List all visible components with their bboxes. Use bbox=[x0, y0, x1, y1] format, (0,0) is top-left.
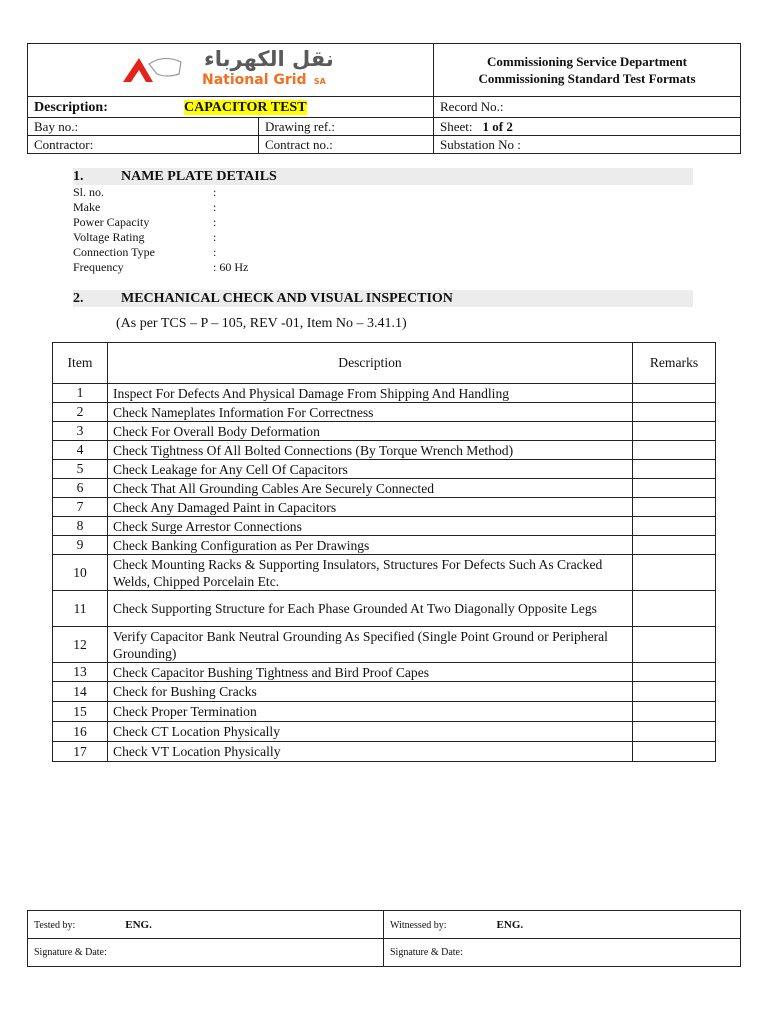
drawing-cell bbox=[259, 118, 434, 136]
section2-reference: (As per TCS – P – 105, REV -01, Item No – 3.41.1) bbox=[116, 316, 407, 331]
signature-table bbox=[27, 910, 741, 967]
item-description: Check Banking Configuration as Per Drawings bbox=[108, 536, 633, 555]
nameplate-row bbox=[73, 185, 248, 200]
table-body bbox=[53, 384, 716, 762]
substation-label: Substation No : bbox=[440, 136, 521, 152]
remarks-cell[interactable] bbox=[633, 555, 716, 591]
item-number: 15 bbox=[53, 702, 108, 722]
item-number: 16 bbox=[53, 722, 108, 742]
record-label: Record No.: bbox=[440, 99, 504, 114]
witnessed-by-value: ENG. bbox=[496, 918, 524, 931]
nameplate-row bbox=[73, 245, 248, 260]
item-number: 5 bbox=[53, 460, 108, 479]
logo-arabic-text: نقل الكهرباء bbox=[204, 47, 334, 71]
table-row bbox=[53, 682, 716, 702]
remarks-cell[interactable] bbox=[633, 517, 716, 536]
remarks-cell[interactable] bbox=[633, 702, 716, 722]
item-description: Check That All Grounding Cables Are Securely Connected bbox=[108, 479, 633, 498]
tested-by-value: ENG. bbox=[125, 918, 152, 931]
description-cell bbox=[28, 97, 434, 118]
nameplate-label: Sl. no. bbox=[73, 185, 105, 199]
table-row bbox=[53, 702, 716, 722]
header-item: Item bbox=[53, 343, 108, 384]
nameplate-label: Voltage Rating bbox=[73, 230, 145, 244]
table-row bbox=[53, 422, 716, 441]
bay-cell bbox=[28, 118, 259, 136]
remarks-cell[interactable] bbox=[633, 479, 716, 498]
nameplate-value: : 60 Hz bbox=[213, 260, 249, 274]
nameplate-value: : bbox=[213, 185, 217, 199]
logo-mark-icon bbox=[119, 52, 189, 92]
item-number: 8 bbox=[53, 517, 108, 536]
nameplate-label: Power Capacity bbox=[73, 215, 150, 229]
nameplate-row bbox=[73, 215, 248, 230]
table-row bbox=[53, 742, 716, 762]
section2-heading bbox=[73, 290, 693, 307]
item-number: 1 bbox=[53, 384, 108, 403]
drawing-label: Drawing ref.: bbox=[265, 118, 336, 134]
tested-by-label: Tested by: bbox=[34, 919, 76, 931]
description-value: CAPACITOR TEST bbox=[184, 99, 307, 115]
contract-cell bbox=[259, 136, 434, 154]
item-number: 10 bbox=[53, 555, 108, 591]
witnessed-by-label: Witnessed by: bbox=[390, 919, 447, 931]
table-row bbox=[53, 498, 716, 517]
item-number: 12 bbox=[53, 627, 108, 663]
logo-english bbox=[202, 72, 326, 88]
dept-title: Commissioning Service Department bbox=[486, 54, 688, 69]
item-number: 11 bbox=[53, 591, 108, 627]
table-row bbox=[53, 479, 716, 498]
header-title-cell bbox=[434, 44, 741, 97]
remarks-cell[interactable] bbox=[633, 591, 716, 627]
remarks-cell[interactable] bbox=[633, 441, 716, 460]
item-description: Check Supporting Structure for Each Phase Grounded At Two Diagonally Opposite Legs bbox=[108, 591, 633, 627]
bay-label: Bay no.: bbox=[34, 118, 79, 134]
section2-number: 2. bbox=[73, 291, 84, 306]
nameplate-details bbox=[73, 185, 248, 275]
record-cell bbox=[434, 97, 741, 118]
national-grid-logo bbox=[34, 44, 427, 96]
remarks-cell[interactable] bbox=[633, 682, 716, 702]
item-description: Check Tightness Of All Bolted Connections (By Torque Wrench Method) bbox=[108, 441, 633, 460]
description-label: Description: bbox=[34, 99, 108, 115]
item-number: 17 bbox=[53, 742, 108, 762]
nameplate-row bbox=[73, 260, 248, 275]
item-number: 2 bbox=[53, 403, 108, 422]
table-row bbox=[53, 555, 716, 591]
item-description: Check For Overall Body Deformation bbox=[108, 422, 633, 441]
nameplate-row bbox=[73, 230, 248, 245]
item-number: 3 bbox=[53, 422, 108, 441]
item-description: Verify Capacitor Bank Neutral Grounding As Specified (Single Point Ground or Peripheral Grounding) bbox=[108, 627, 633, 663]
signature-date-label: Signature & Date: bbox=[34, 947, 107, 958]
header-table bbox=[27, 43, 741, 154]
inspection-table bbox=[52, 342, 716, 762]
remarks-cell[interactable] bbox=[633, 663, 716, 682]
item-description: Check CT Location Physically bbox=[108, 722, 633, 742]
remarks-cell[interactable] bbox=[633, 498, 716, 517]
remarks-cell[interactable] bbox=[633, 742, 716, 762]
remarks-cell[interactable] bbox=[633, 384, 716, 403]
table-row bbox=[53, 591, 716, 627]
contract-label: Contract no.: bbox=[265, 136, 333, 152]
remarks-cell[interactable] bbox=[633, 460, 716, 479]
item-number: 9 bbox=[53, 536, 108, 555]
sheet-label: Sheet: bbox=[440, 118, 473, 134]
formats-title: Commissioning Standard Test Formats bbox=[478, 71, 696, 86]
section2-title: MECHANICAL CHECK AND VISUAL INSPECTION bbox=[121, 291, 453, 306]
header-description: Description bbox=[108, 343, 633, 384]
item-number: 6 bbox=[53, 479, 108, 498]
remarks-cell[interactable] bbox=[633, 536, 716, 555]
nameplate-value: : bbox=[213, 200, 217, 214]
sheet-cell bbox=[434, 118, 741, 136]
logo-english-text: National Grid bbox=[202, 72, 307, 88]
item-description: Check Capacitor Bushing Tightness and Bird Proof Capes bbox=[108, 663, 633, 682]
table-row bbox=[53, 536, 716, 555]
nameplate-label: Make bbox=[73, 200, 101, 214]
table-row bbox=[53, 441, 716, 460]
item-description: Check Nameplates Information For Correctness bbox=[108, 403, 633, 422]
item-description: Check Proper Termination bbox=[108, 702, 633, 722]
nameplate-value: : bbox=[213, 245, 217, 259]
header-remarks: Remarks bbox=[633, 343, 716, 384]
signature-date-cell bbox=[384, 939, 741, 967]
item-description: Check Any Damaged Paint in Capacitors bbox=[108, 498, 633, 517]
sheet-value: 1 of 2 bbox=[482, 118, 513, 134]
table-row bbox=[53, 384, 716, 403]
table-row bbox=[53, 722, 716, 742]
nameplate-value: : bbox=[213, 215, 217, 229]
logo-cell bbox=[28, 44, 434, 97]
item-description: Inspect For Defects And Physical Damage From Shipping And Handling bbox=[108, 384, 633, 403]
section1-heading bbox=[73, 168, 693, 185]
item-description: Check Mounting Racks & Supporting Insulators, Structures For Defects Such As Cracked Welds, Chipped Porcelain Etc. bbox=[108, 555, 633, 591]
remarks-cell[interactable] bbox=[633, 627, 716, 663]
logo-sa-text: SA bbox=[313, 77, 326, 86]
table-row bbox=[53, 403, 716, 422]
table-header-row bbox=[53, 343, 716, 384]
table-row bbox=[53, 460, 716, 479]
item-description: Check Leakage for Any Cell Of Capacitors bbox=[108, 460, 633, 479]
item-number: 13 bbox=[53, 663, 108, 682]
nameplate-value: : bbox=[213, 230, 217, 244]
remarks-cell[interactable] bbox=[633, 403, 716, 422]
item-number: 7 bbox=[53, 498, 108, 517]
signature-date-cell bbox=[28, 939, 384, 967]
witnessed-by-cell bbox=[384, 911, 741, 939]
item-description: Check VT Location Physically bbox=[108, 742, 633, 762]
contractor-label: Contractor: bbox=[34, 136, 94, 152]
table-row bbox=[53, 517, 716, 536]
nameplate-label: Frequency bbox=[73, 260, 124, 274]
section1-number: 1. bbox=[73, 169, 84, 184]
tested-by-cell bbox=[28, 911, 384, 939]
contractor-cell bbox=[28, 136, 259, 154]
section1-title: NAME PLATE DETAILS bbox=[121, 169, 277, 184]
item-number: 14 bbox=[53, 682, 108, 702]
item-number: 4 bbox=[53, 441, 108, 460]
signature-date-label: Signature & Date: bbox=[390, 947, 463, 958]
remarks-cell[interactable] bbox=[633, 722, 716, 742]
item-description: Check for Bushing Cracks bbox=[108, 682, 633, 702]
item-description: Check Surge Arrestor Connections bbox=[108, 517, 633, 536]
substation-cell bbox=[434, 136, 741, 154]
nameplate-row bbox=[73, 200, 248, 215]
table-row bbox=[53, 663, 716, 682]
remarks-cell[interactable] bbox=[633, 422, 716, 441]
nameplate-label: Connection Type bbox=[73, 245, 155, 259]
table-row bbox=[53, 627, 716, 663]
